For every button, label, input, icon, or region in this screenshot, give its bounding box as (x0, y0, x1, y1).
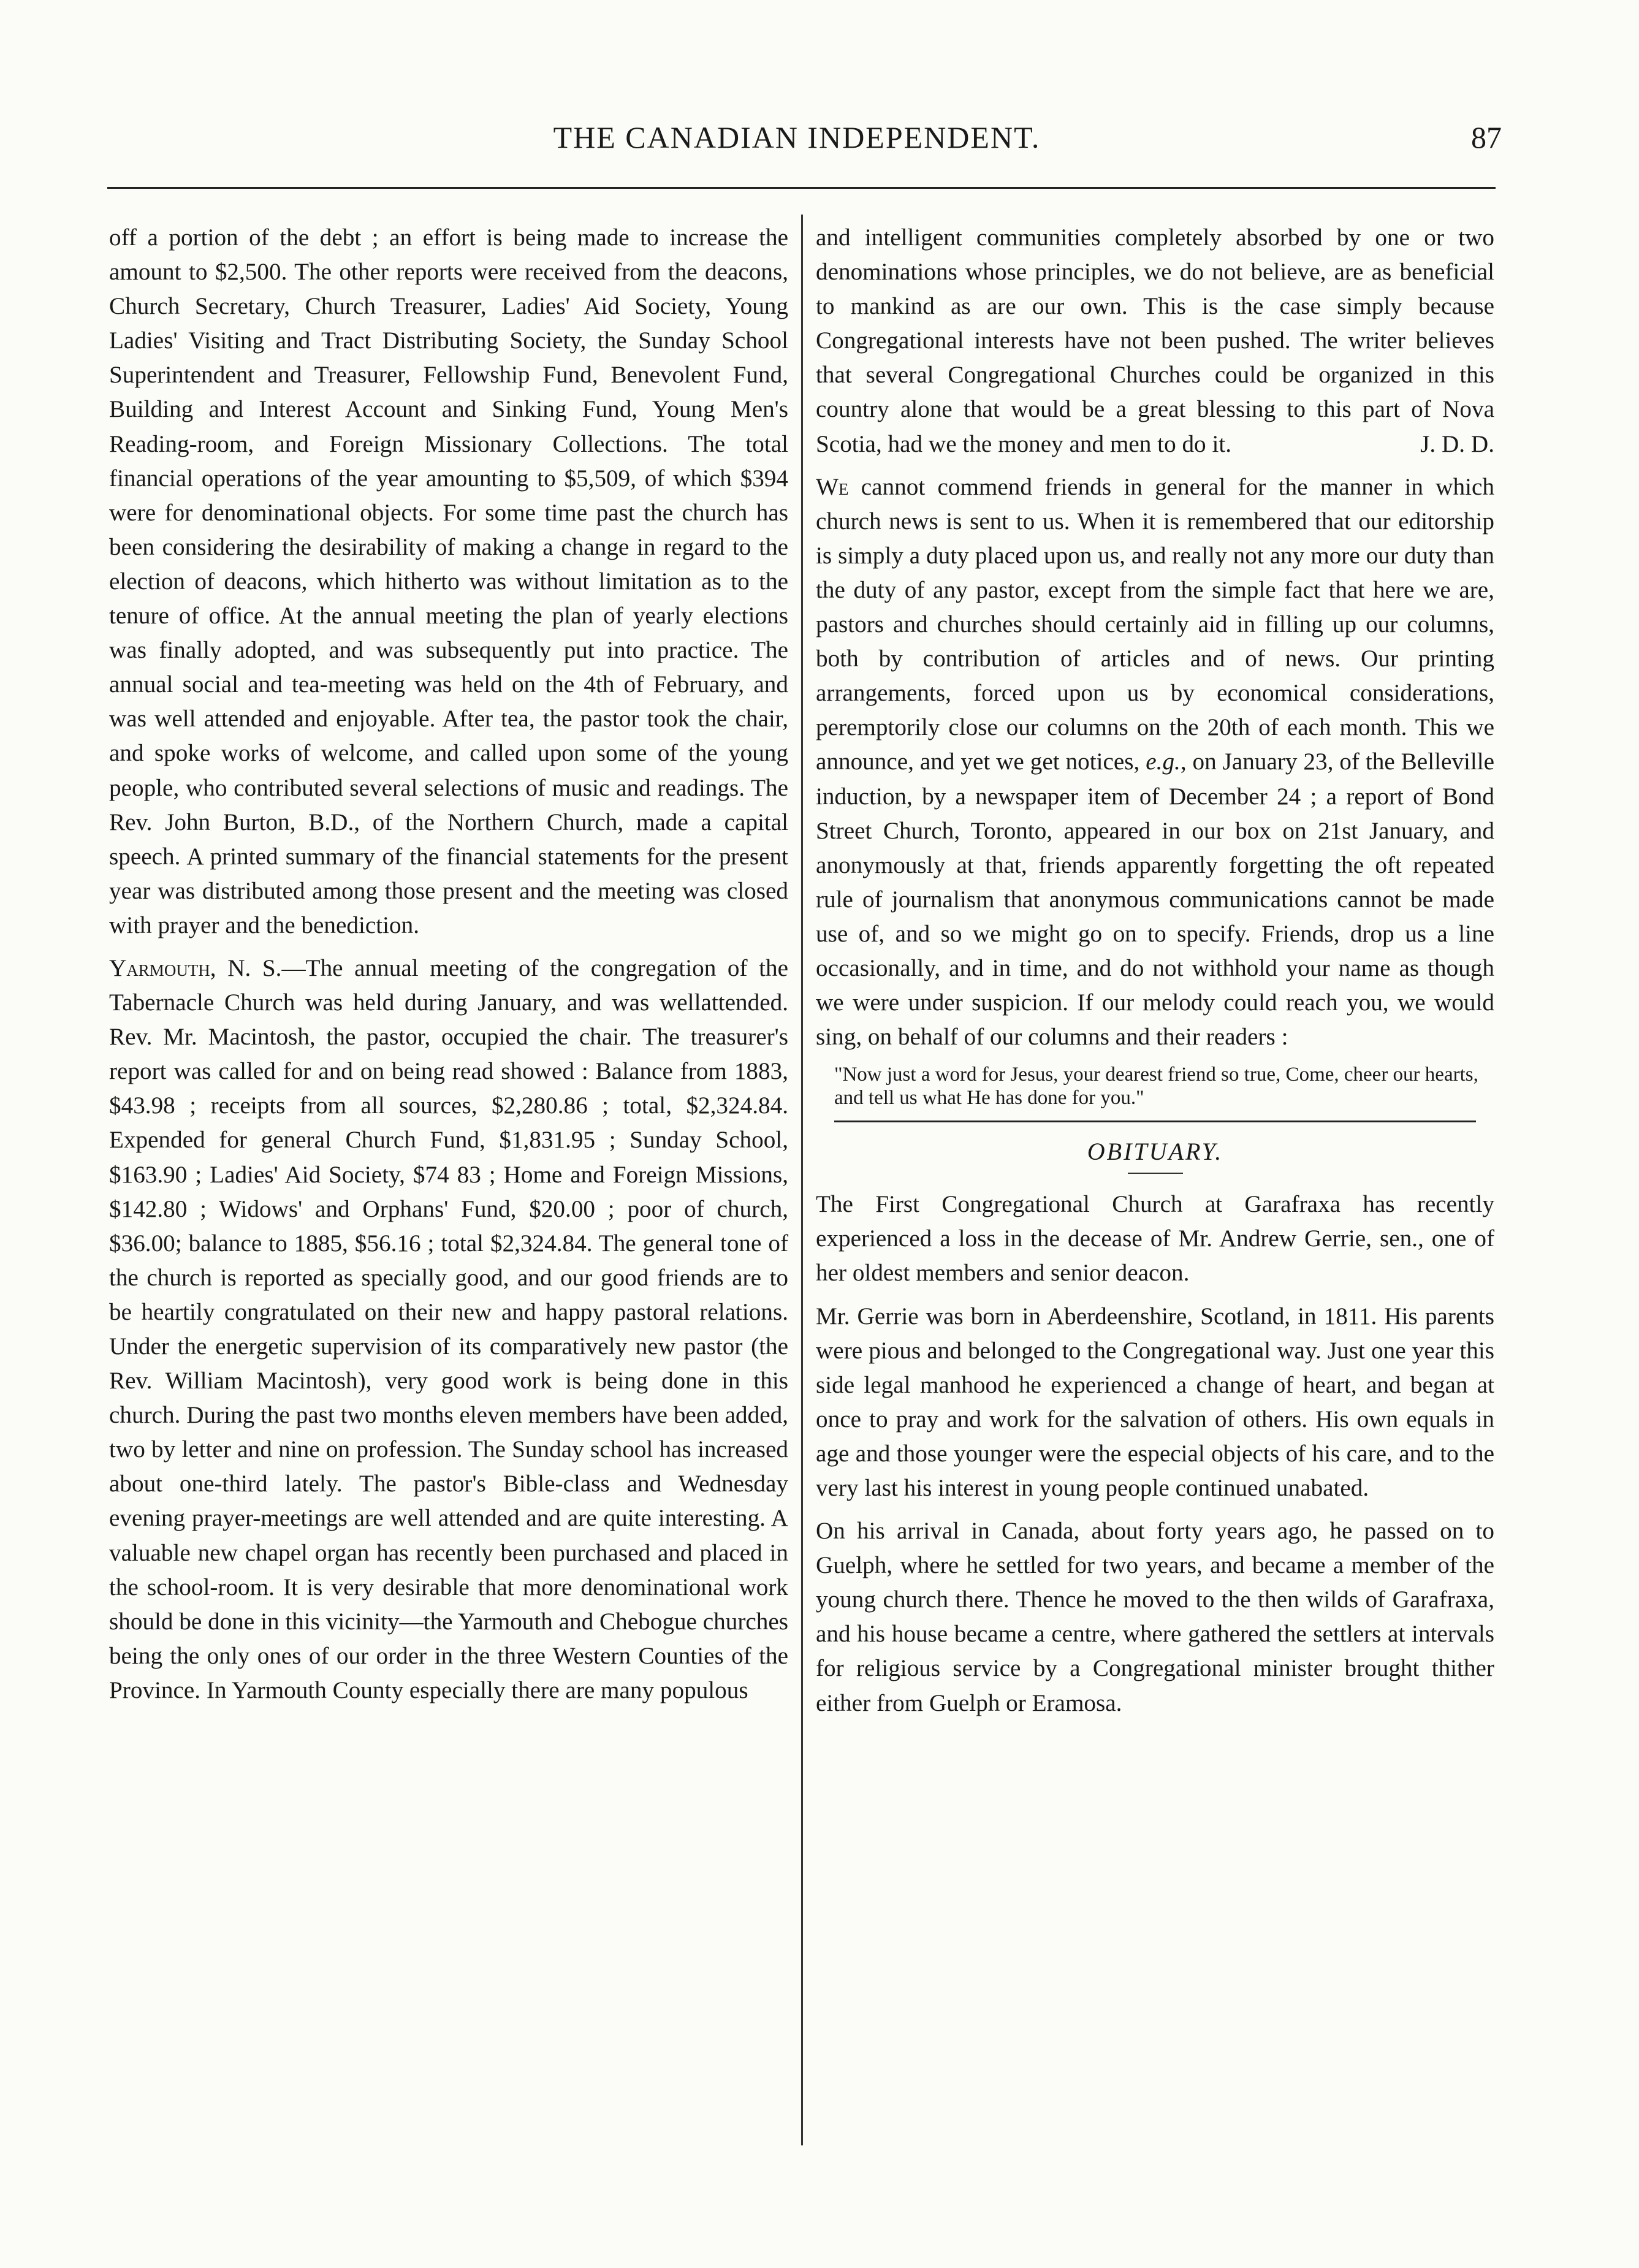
paragraph-communities (816, 221, 1494, 462)
signature: J. D. D. (1420, 430, 1494, 457)
obituary-paragraph-1: The First Congregational Church at Garafraxa has recently experienced a loss in the decease of Mr. Andrew Gerrie, sen., one of her oldest members and senior deacon. (816, 1191, 1494, 1287)
editorial-rest: , on January 23, of the Belleville induction, by a newspaper item of December 24 ; a report of Bond Street Church, Toronto, appeared in our box on 21st January, and anonymously at that, friends apparently forgetting the oft repeated rule of journalism that anonymous communications cannot be made use of, and so we might go on to specify. Friends, drop us a line occasionally, and in time, and do not withhold your name as though we were under suspicion. If our melody could reach you, we would sing, on behalf of our columns and their readers : (816, 748, 1495, 1051)
editorial-lead: We (816, 473, 849, 500)
closing-line: men to do it. (1109, 430, 1232, 457)
header-rule (107, 187, 1496, 189)
editorial-eg: e.g. (1146, 748, 1181, 775)
running-title: THE CANADIAN INDEPENDENT. (553, 120, 1041, 154)
left-column (109, 221, 788, 1716)
column-divider (801, 215, 803, 2145)
paragraph-editorial (816, 470, 1494, 1055)
page-header (92, 120, 1502, 169)
page-number: 87 (1471, 120, 1502, 154)
paragraph-yarmouth-body: —The annual meeting of the congregation of the Tabernacle Church was held during January, and was wellattended. Rev. Mr. Macintosh, the pastor, occupied the chair. The treasurer's report was called for and on being read showed : Balance from 1883, $43.98 ; receipts from all sources, $2,280.86 ; total, $2,324.84. Expended for general Church Fund, $1,831.95 ; Sunday School, $163.90 ; Ladies' Aid Society, $74 83 ; Home and Foreign Missions, $142.80 ; Widows' and Orphans' Fund, $20.00 ; poor of church, $36.00; balance to 1885, $56.16 ; total $2,324.84. The general tone of the church is reported as specially good, and our good friends are to be heartily congratulated on their new and happy pastoral relations. Under the energetic supervision of its comparatively new pastor (the Rev. William Macintosh), very good work is being done in this church. During the past two months eleven members have been added, two by letter and nine on profession. The Sunday school has increased about one-third lately. The pastor's Bible-class and Wednesday evening prayer-meetings are well attended and are quite interesting. A valuable new chapel organ has recently been purchased and placed in the school-room. It is very desirable that more denominational work should be done in this vicinity—the Yarmouth and Chebogue churches being the only ones of our order in the three Western Counties of the Province. In Yarmouth County especially there are many populous (109, 954, 788, 1703)
place-name: Yarmouth, N. S. (109, 954, 282, 981)
editorial-body: cannot commend friends in general for the manner in which church news is sent to us. When it is remembered that our editorship is simply a duty placed upon us, and really not any more our duty than the duty of any pastor, except from the simple fact that here we are, pastors and churches should certainly aid in filling up our columns, both by contribution of articles and of news. Our printing arrangements, forced upon us by economical considerations, peremptorily close our columns on the 20th of each month. This we announce, and yet we get notices, (816, 473, 1494, 775)
obituary-paragraph-2: Mr. Gerrie was born in Aberdeenshire, Scotland, in 1811. His parents were pious and belonged to the Congregational way. Just one year this side legal manhood he experienced a change of heart, and began at once to pray and work for the salvation of others. His own equals in age and those younger were the especial objects of his care, and to the very last his interest in young people continued unabated. (816, 1303, 1494, 1501)
obituary-subrule (1128, 1173, 1183, 1174)
paragraph-debt-report: off a portion of the debt ; an effort is being made to increase the amount to $2,500. The other reports were received from the deacons, Church Secretary, Church Treasurer, Ladies' Aid Society, Young Ladies' Visiting and Tract Distributing Society, the Sunday School Superintendent and Treasurer, Fellowship Fund, Benevolent Fund, Building and Interest Account and Sinking Fund, Young Men's Reading-room, and Foreign Missionary Collections. The total financial operations of the year amounting to $5,509, of which $394 were for denominational objects. For some time past the church has been considering the desirability of making a change in regard to the election of deacons, which hitherto was without limitation as to the tenure of office. At the annual meeting the plan of yearly elections was finally adopted, and was subsequently put into practice. The annual social and tea-meeting was held on the 4th of February, and was well attended and enjoyable. After tea, the pastor took the chair, and spoke works of welcome, and called upon some of the young people, who contributed several selections of music and readings. The Rev. John Burton, B.D., of the Northern Church, made a capital speech. A printed summary of the financial statements for the present year was distributed among those present and the meeting was closed with prayer and the benediction. (109, 224, 788, 938)
section-rule (834, 1121, 1476, 1122)
paragraph-yarmouth (109, 951, 788, 1708)
right-column (816, 221, 1494, 1729)
hymn-quote: "Now just a word for Jesus, your dearest friend so true, Come, cheer our hearts, and tell us what He has done for you." (834, 1064, 1478, 1109)
obituary-paragraph-3: On his arrival in Canada, about forty years ago, he passed on to Guelph, where he settled for two years, and became a member of the young church there. Thence he moved to the then wilds of Garafraxa, and his house became a centre, where gathered the settlers at intervals for religious service by a Congregational minister brought thither either from Guelph or Eramosa. (816, 1518, 1494, 1716)
obituary-heading: OBITUARY. (1087, 1138, 1223, 1166)
paragraph-communities-body: and intelligent communities completely absorbed by one or two denominations whose principles, we do not believe, are as beneficial to mankind as are our own. This is the case simply because Congregational interests have not been pushed. The writer believes that several Congregational Churches could be organized in this country alone that would be a great blessing to this part of Nova Scotia, had we the money and (816, 224, 1494, 457)
